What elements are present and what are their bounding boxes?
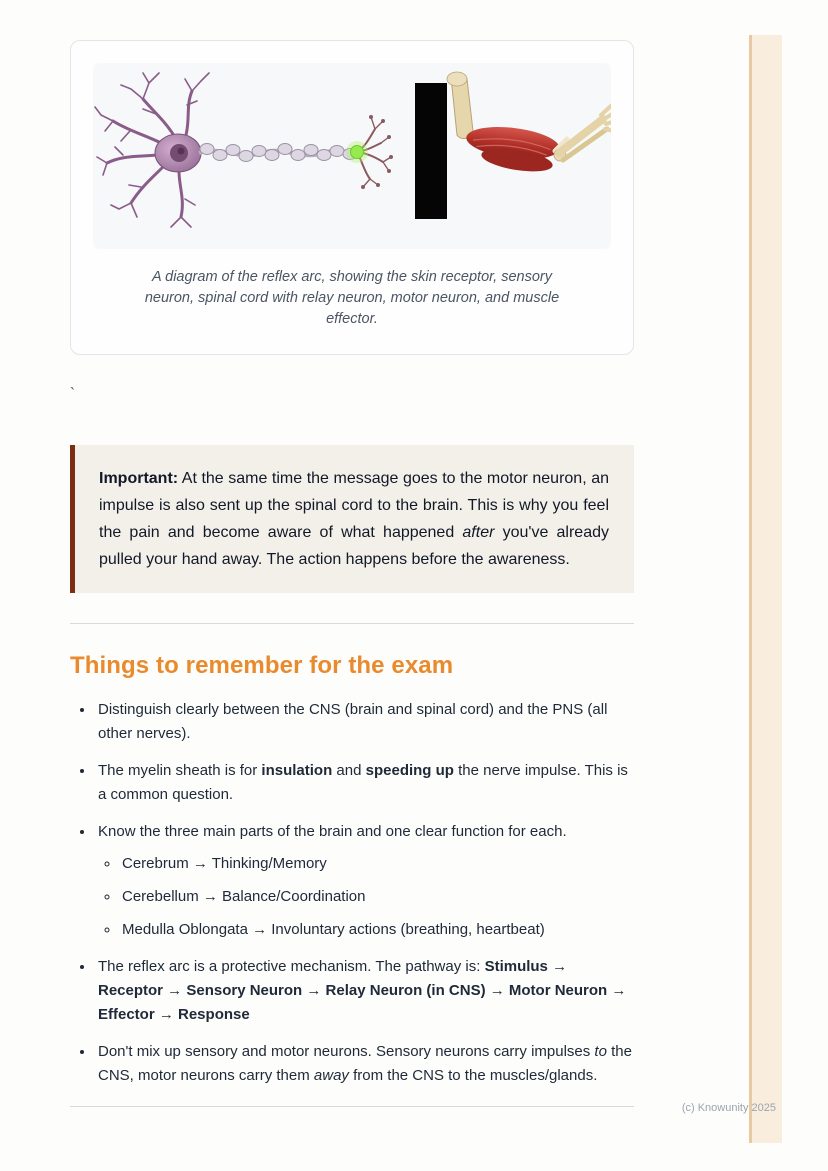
sublist-item-cerebrum (120, 852, 634, 876)
sublist-item-text: Cerebellum → Balance/Coordination (122, 888, 366, 905)
list-item-text: Know the three main parts of the brain and one clear function for each. (98, 823, 567, 840)
list-item-bold: insulation (261, 762, 333, 779)
list-item-text: the nerve impulse. This is a common question. (98, 762, 628, 803)
list-item-bold: Stimulus → Receptor → Sensory Neuron → Relay Neuron (in CNS) → Motor Neuron → Effector → Response (98, 958, 627, 1023)
callout-text-end: you've already pulled your hand away. The action happens before the awareness. (99, 524, 609, 568)
sublist-item-cerebellum (120, 885, 634, 909)
document-page (70, 0, 634, 1107)
synapse-green-dot-icon (346, 141, 368, 163)
brain-parts-sublist (98, 852, 634, 942)
important-callout (70, 445, 634, 593)
neuron-cell-body-icon (155, 134, 201, 172)
list-item-text: Distinguish clearly between the CNS (brain and spinal cord) and the PNS (all other nerves). (98, 701, 608, 742)
list-item-italic: away (313, 1067, 349, 1084)
list-item-bold: speeding up (365, 762, 454, 779)
callout-italic-word: after (462, 524, 495, 541)
reflex-arc-image (93, 63, 611, 249)
callout-label: Important: (99, 470, 179, 487)
spinal-cord-block-icon (415, 83, 447, 219)
figure-caption: A diagram of the reflex arc, showing the skin receptor, sensory neuron, spinal cord with relay neuron, motor neuron, and muscle effector. (144, 269, 560, 327)
list-item-brain-parts (95, 820, 634, 942)
list-item-text: the CNS, motor neurons carry them (98, 1043, 632, 1084)
list-item-myelin (95, 759, 634, 807)
sublist-item-medulla (120, 918, 634, 942)
sublist-item-text: Medulla Oblongata → Involuntary actions (breathing, heartbeat) (122, 921, 545, 938)
list-item-cns-pns (95, 698, 634, 746)
figure-card (70, 40, 634, 355)
list-item-text: Don't mix up sensory and motor neurons. Sensory neurons carry impulses (98, 1043, 595, 1060)
list-item-text: from the CNS to the muscles/glands. (348, 1067, 598, 1084)
list-item-italic: to (594, 1043, 607, 1060)
bottom-divider (70, 1106, 634, 1107)
copyright-notice: (c) Knowunity 2025 (681, 1102, 776, 1114)
list-item-reflex-arc (95, 955, 634, 1027)
page-edge-decoration (749, 35, 782, 1143)
section-divider (70, 623, 634, 624)
list-item-sensory-motor (95, 1040, 634, 1088)
sublist-item-text: Cerebrum → Thinking/Memory (122, 855, 327, 872)
list-item-text: The myelin sheath is for (98, 762, 262, 779)
reflex-arc-svg (93, 63, 611, 249)
list-item-text: and (332, 762, 366, 779)
callout-text: At the same time the message goes to the motor neuron, an impulse is also sent up the spinal cord to the brain. This is why you feel the pain and become aware of what happened (99, 470, 609, 541)
exam-tips-list (70, 698, 634, 1088)
section-heading: Things to remember for the exam (70, 652, 454, 679)
list-item-text: The reflex arc is a protective mechanism. The pathway is: (98, 958, 485, 975)
stray-backtick: ` (70, 385, 75, 402)
